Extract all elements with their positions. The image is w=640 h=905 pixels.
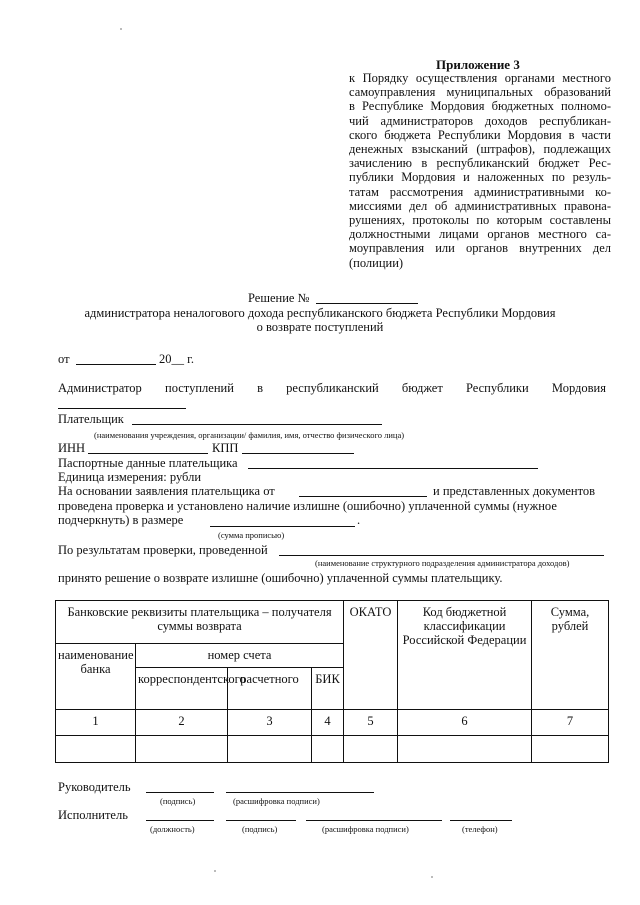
- column-number: 3: [228, 710, 312, 736]
- head-label: Руководитель: [58, 780, 131, 794]
- appendix-line: самоуправления муниципальных образований: [349, 85, 611, 100]
- bik-header: БИК: [312, 668, 344, 710]
- appendix-line: зачислению в республиканский бюджет Рес-: [349, 156, 611, 171]
- executor-position-field[interactable]: [146, 820, 214, 821]
- decision-subtitle: администратора неналогового дохода республиканского бюджета Республики Мордовия: [84, 306, 556, 320]
- appendix-line: моуправления или органов внутренних дел: [349, 241, 611, 256]
- executor-position-hint: (должность): [150, 824, 195, 834]
- inn-label: ИНН: [58, 441, 86, 455]
- decision-label: Решение №: [248, 291, 310, 305]
- basis-text-2: проведена проверка и установлено наличие излишне (ошибочно) уплаченной суммы (нужное: [58, 499, 557, 513]
- executor-name-hint: (расшифровка подписи): [322, 824, 409, 834]
- scan-speck: [431, 876, 433, 878]
- payer-field[interactable]: [132, 424, 382, 425]
- executor-phone-hint: (телефон): [462, 824, 498, 834]
- executor-phone-field[interactable]: [450, 820, 512, 821]
- date-year: 20__ г.: [159, 352, 194, 366]
- basis-text-3: подчеркнуть) в размере: [58, 513, 184, 527]
- check-label: По результатам проверки, проведенной: [58, 543, 268, 557]
- date-field[interactable]: [76, 364, 156, 365]
- bank-details-header: Банковские реквизиты плательщика – получателя суммы возврата: [56, 601, 344, 644]
- appendix-line: татам рассмотрения административными ко-: [349, 184, 611, 199]
- table-cell[interactable]: [136, 736, 228, 763]
- administrator-line: [58, 381, 606, 395]
- kpp-label: КПП: [212, 441, 239, 455]
- passport-field[interactable]: [248, 468, 538, 469]
- appendix-line: чий администраторов доходов республикан-: [349, 113, 611, 128]
- kbk-header: Код бюджетной классификации Российской Федерации: [398, 601, 532, 710]
- bank-name-header: наименование банка: [56, 644, 136, 710]
- appendix-line: публики Мордовия и наложенных по резуль-: [349, 170, 611, 185]
- department-hint: (наименование структурного подразделения администратора доходов): [315, 558, 570, 568]
- basis-period: .: [357, 513, 361, 527]
- basis-text-end: и представленных документов: [433, 484, 596, 498]
- administrator-word: бюджет: [401, 381, 443, 395]
- account-number-header: номер счета: [136, 644, 344, 668]
- appendix-title: Приложение 3: [436, 57, 520, 72]
- appendix-line: в Республике Мордовия бюджетных полномо-: [349, 99, 611, 114]
- administrator-word: Республики: [465, 381, 529, 395]
- sum-header: Сумма, рублей: [532, 601, 609, 710]
- appendix-line: должностными лицами органов местного са-: [349, 227, 611, 242]
- application-date-field[interactable]: [299, 496, 427, 497]
- settlement-account-header: расчетного: [228, 668, 312, 710]
- column-number: 2: [136, 710, 228, 736]
- inn-field[interactable]: [88, 453, 208, 454]
- basis-text: На основании заявления плательщика от: [58, 484, 275, 498]
- corr-account-header: корреспондентского: [136, 668, 228, 710]
- head-signature-field[interactable]: [146, 792, 214, 793]
- table-cell[interactable]: [56, 736, 136, 763]
- executor-name-field[interactable]: [306, 820, 442, 821]
- decision-result: принято решение о возврате излишне (ошибочно) уплаченной суммы плательщику.: [58, 571, 503, 585]
- department-field[interactable]: [279, 555, 604, 556]
- column-number: 6: [398, 710, 532, 736]
- appendix-line: (полиции): [349, 255, 404, 270]
- column-number: 4: [312, 710, 344, 736]
- appendix-line: миссиями дел об административных правона-: [349, 198, 611, 213]
- administrator-word: Администратор: [58, 381, 142, 395]
- decision-subtitle-2: о возврате поступлений: [256, 320, 384, 334]
- appendix-line: рушениях, протоколы по которым составлены: [349, 213, 611, 228]
- refund-table: [55, 600, 609, 763]
- appendix-text: [349, 71, 611, 270]
- decision-number-field[interactable]: [316, 303, 418, 304]
- okato-header: ОКАТО: [344, 601, 398, 710]
- table-cell[interactable]: [344, 736, 398, 763]
- executor-signature-field[interactable]: [226, 820, 296, 821]
- administrator-word: в: [257, 381, 263, 395]
- executor-label: Исполнитель: [58, 808, 128, 822]
- payer-label: Плательщик: [58, 412, 124, 426]
- appendix-line: ского бюджета Республики Мордовия в части: [349, 127, 611, 142]
- head-name-hint: (расшифровка подписи): [233, 796, 320, 806]
- appendix-line: к Порядку осуществления органами местного: [349, 71, 611, 85]
- executor-signature-hint: (подпись): [242, 824, 278, 834]
- head-signature-hint: (подпись): [160, 796, 196, 806]
- unit-label: Единица измерения: рубли: [58, 470, 202, 484]
- table-cell[interactable]: [312, 736, 344, 763]
- kpp-field[interactable]: [242, 453, 354, 454]
- date-prefix: от: [58, 352, 70, 366]
- administrator-field[interactable]: [58, 408, 186, 409]
- administrator-word: Мордовия: [551, 381, 606, 395]
- amount-field[interactable]: [210, 526, 355, 527]
- administrator-word: поступлений: [165, 381, 234, 395]
- column-number: 1: [56, 710, 136, 736]
- appendix-line: денежных взысканий (штрафов), подлежащих: [349, 142, 611, 157]
- table-cell[interactable]: [228, 736, 312, 763]
- scan-speck: [214, 870, 216, 872]
- column-number: 7: [532, 710, 609, 736]
- table-cell[interactable]: [398, 736, 532, 763]
- scan-speck: [120, 28, 122, 30]
- payer-hint: (наименования учреждения, организации/ фамилия, имя, отчество физического лица): [94, 430, 405, 440]
- administrator-word: республиканский: [286, 381, 379, 395]
- amount-hint: (сумма прописью): [218, 530, 285, 540]
- table-cell[interactable]: [532, 736, 609, 763]
- passport-label: Паспортные данные плательщика: [58, 456, 238, 470]
- column-number: 5: [344, 710, 398, 736]
- head-name-field[interactable]: [226, 792, 374, 793]
